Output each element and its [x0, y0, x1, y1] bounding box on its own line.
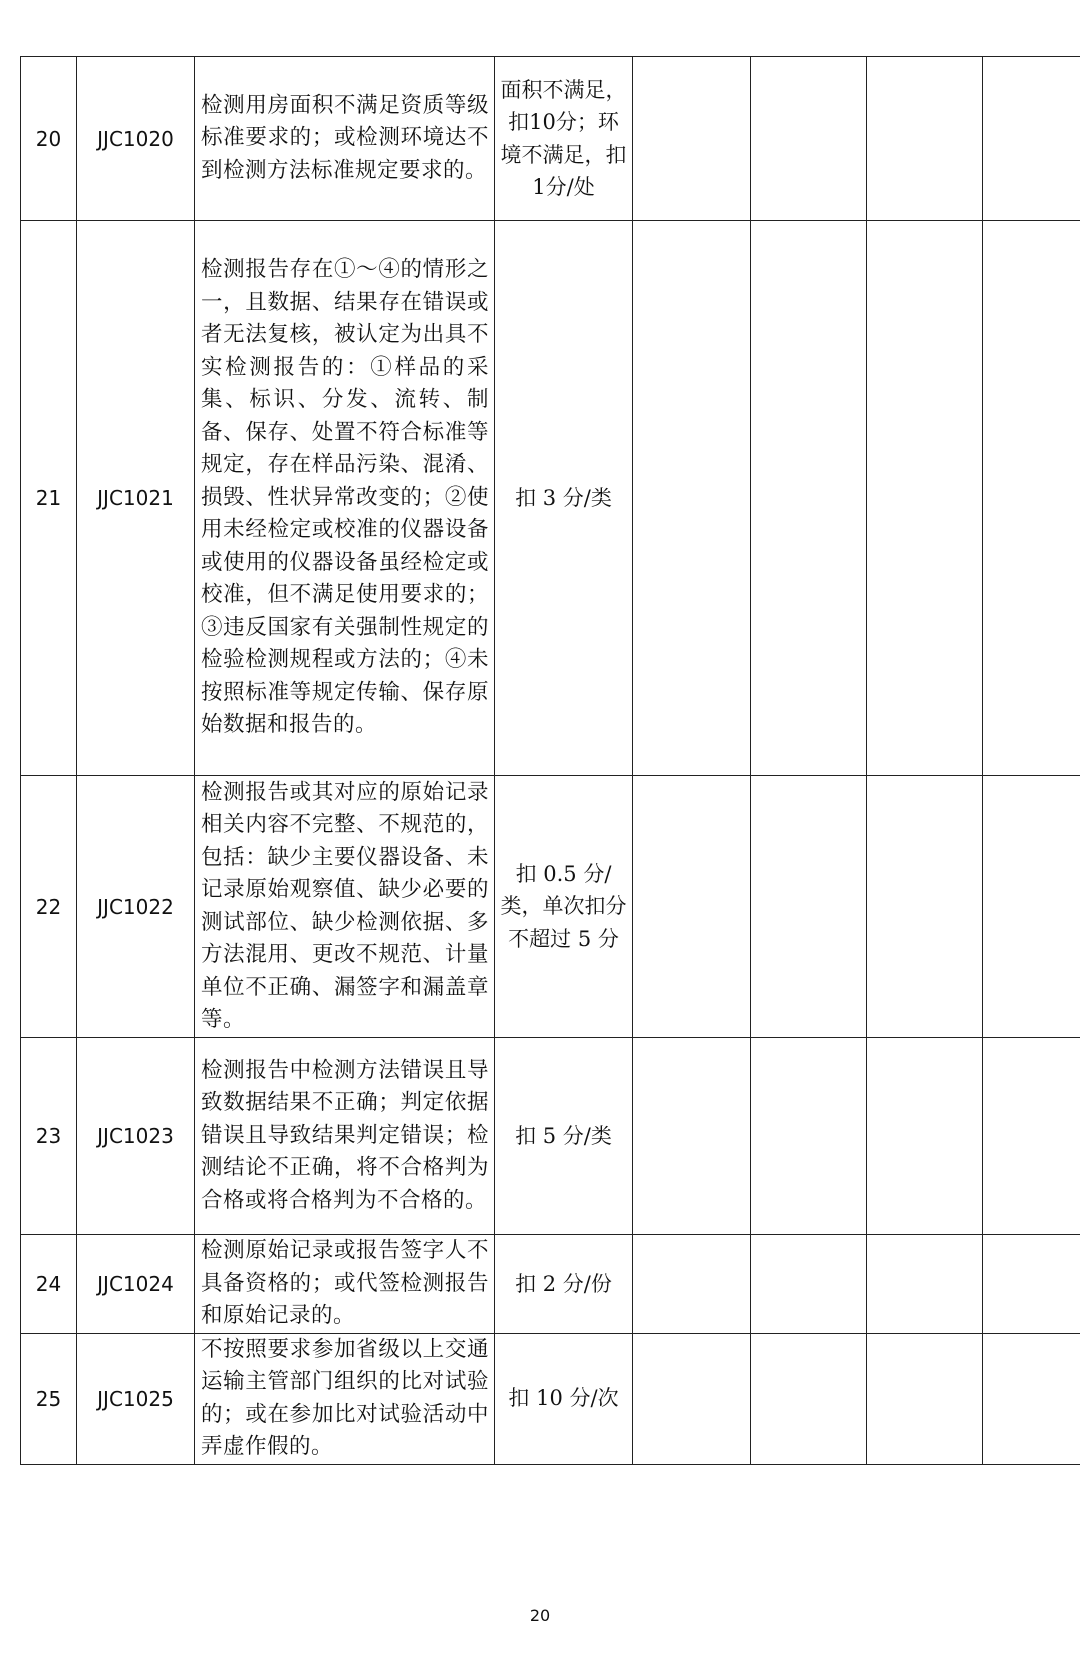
empty-cell [751, 221, 867, 776]
item-deduction: 扣 10 分/次 [495, 1333, 633, 1464]
empty-cell [867, 221, 983, 776]
empty-cell [751, 57, 867, 221]
page-number: 20 [529, 1606, 551, 1625]
item-description: 不按照要求参加省级以上交通运输主管部门组织的比对试验的；或在参加比对试验活动中弄虚作假的。 [195, 1333, 495, 1464]
item-deduction: 扣 3 分/类 [495, 221, 633, 776]
item-code: JJC1025 [77, 1333, 195, 1464]
empty-cell [633, 1038, 751, 1235]
item-number: 23 [21, 1038, 77, 1235]
scoring-table [20, 56, 1080, 1465]
empty-cell [867, 1235, 983, 1334]
empty-cell [867, 57, 983, 221]
item-code: JJC1023 [77, 1038, 195, 1235]
item-code: JJC1021 [77, 221, 195, 776]
item-description: 检测报告或其对应的原始记录相关内容不完整、不规范的，包括：缺少主要仪器设备、未记录原始观察值、缺少必要的测试部位、缺少检测依据、多方法混用、更改不规范、计量单位不正确、漏签字和漏盖章等。 [195, 776, 495, 1038]
item-code: JJC1022 [77, 776, 195, 1038]
empty-cell [633, 776, 751, 1038]
item-number: 22 [21, 776, 77, 1038]
table-row [21, 776, 1080, 1038]
item-description: 检测原始记录或报告签字人不具备资格的；或代签检测报告和原始记录的。 [195, 1235, 495, 1334]
empty-cell [633, 1333, 751, 1464]
empty-cell [751, 776, 867, 1038]
table-row [21, 1235, 1080, 1334]
empty-cell [867, 1038, 983, 1235]
empty-cell [983, 776, 1080, 1038]
item-number: 21 [21, 221, 77, 776]
empty-cell [633, 57, 751, 221]
item-description: 检测用房面积不满足资质等级标准要求的；或检测环境达不到检测方法标准规定要求的。 [195, 57, 495, 221]
empty-cell [983, 1038, 1080, 1235]
item-number: 25 [21, 1333, 77, 1464]
empty-cell [867, 776, 983, 1038]
empty-cell [751, 1038, 867, 1235]
empty-cell [983, 221, 1080, 776]
table-row [21, 1333, 1080, 1464]
item-description: 检测报告存在①～④的情形之一，且数据、结果存在错误或者无法复核，被认定为出具不实检测报告的：①样品的采集、标识、分发、流转、制备、保存、处置不符合标准等规定，存在样品污染、混淆、损毁、性状异常改变的；②使用未经检定或校准的仪器设备或使用的仪器设备虽经检定或校准，但不满足使用要求的；③违反国家有关强制性规定的检验检测规程或方法的；④未按照标准等规定传输、保存原始数据和报告的。 [195, 221, 495, 776]
empty-cell [751, 1333, 867, 1464]
item-code: JJC1024 [77, 1235, 195, 1334]
item-number: 24 [21, 1235, 77, 1334]
empty-cell [633, 1235, 751, 1334]
item-number: 20 [21, 57, 77, 221]
empty-cell [983, 57, 1080, 221]
empty-cell [633, 221, 751, 776]
empty-cell [983, 1235, 1080, 1334]
empty-cell [751, 1235, 867, 1334]
item-deduction: 扣 0.5 分/类，单次扣分不超过 5 分 [495, 776, 633, 1038]
empty-cell [983, 1333, 1080, 1464]
table-row [21, 1038, 1080, 1235]
item-description: 检测报告中检测方法错误且导致数据结果不正确；判定依据错误且导致结果判定错误；检测结论不正确，将不合格判为合格或将合格判为不合格的。 [195, 1038, 495, 1235]
item-deduction: 扣 5 分/类 [495, 1038, 633, 1235]
item-deduction: 面积不满足，扣10分；环境不满足，扣1分/处 [495, 57, 633, 221]
table-row [21, 57, 1080, 221]
item-deduction: 扣 2 分/份 [495, 1235, 633, 1334]
item-code: JJC1020 [77, 57, 195, 221]
table-row [21, 221, 1080, 776]
empty-cell [867, 1333, 983, 1464]
